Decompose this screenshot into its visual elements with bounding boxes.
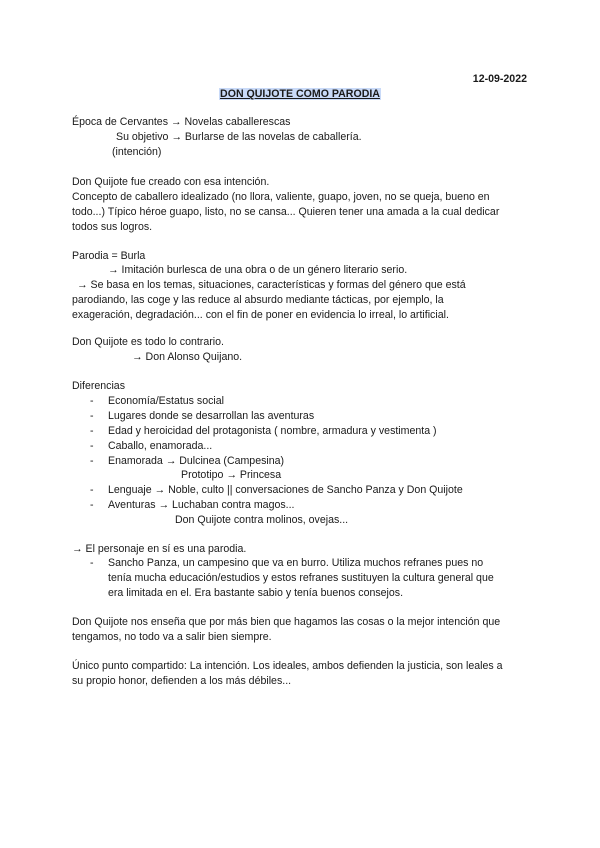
diferencia-item: Economía/Estatus social [108, 395, 224, 407]
ensena-line-2: tengamos, no todo va a salir bien siempre. [72, 631, 272, 643]
imitacion-line: → Imitación burlesca de una obra o de un género literario serio. [108, 264, 408, 276]
se-basa-line-2: parodiando, las coge y las reduce al absurdo mediante tácticas, por ejemplo, la [72, 294, 444, 306]
se-basa-line-3: exageración, degradación... con el fin de poner en evidencia lo irreal, lo artificial. [72, 309, 449, 321]
parodia-heading: Parodia = Burla [72, 250, 146, 262]
bullet-dash: - [90, 557, 94, 569]
diferencia-item: Lenguaje → Noble, culto || conversaciones de Sancho Panza y Don Quijote [108, 484, 463, 496]
sancho-line-1: Sancho Panza, un campesino que va en burro. Utiliza muchos refranes pues no [108, 557, 484, 569]
concepto-line-2: todo...) Típico héroe guapo, listo, no se cansa... Quieren tener una amada a la cual dedicar [72, 206, 500, 218]
bullet-dash: - [90, 425, 94, 437]
document-title [0, 88, 600, 100]
creado-line: Don Quijote fue creado con esa intención. [72, 176, 270, 188]
contrario-line: Don Quijote es todo lo contrario. [72, 336, 224, 348]
alonso-quijano-line: → Don Alonso Quijano. [132, 351, 243, 363]
bullet-dash: - [90, 395, 94, 407]
sancho-line-2: tenía mucha educación/estudios y estos refranes sustituyen la cultura general que [108, 572, 494, 584]
bullet-dash: - [90, 440, 94, 452]
diferencia-item: Aventuras → Luchaban contra magos... [108, 499, 295, 511]
diferencias-heading: Diferencias [72, 380, 125, 392]
diferencia-item: Edad y heroicidad del protagonista ( nombre, armadura y vestimenta ) [108, 425, 437, 437]
diferencia-item: Enamorada → Dulcinea (Campesina) [108, 455, 285, 467]
ensena-line-1: Don Quijote nos enseña que por más bien que hagamos las cosas o la mejor intención que [72, 616, 501, 628]
diferencia-item: Lugares donde se desarrollan las aventuras [108, 410, 315, 422]
diferencia-subitem: Prototipo → Princesa [181, 469, 282, 481]
sancho-line-3: era limitada en el. Era bastante sabio y tenía buenos consejos. [108, 587, 404, 599]
personaje-line: → El personaje en sí es una parodia. [72, 543, 247, 555]
se-basa-line-1: → Se basa en los temas, situaciones, características y formas del género que está [77, 279, 466, 291]
bullet-dash: - [90, 484, 94, 496]
diferencia-item: Caballo, enamorada... [108, 440, 213, 452]
bullet-dash: - [90, 455, 94, 467]
intencion-line: (intención) [112, 146, 162, 158]
concepto-line-1: Concepto de caballero idealizado (no llora, valiente, guapo, joven, no se queja, bueno en [72, 191, 490, 203]
document-title-text: DON QUIJOTE COMO PARODIA [220, 88, 380, 100]
compartido-line-2: su propio honor, defienden a los más débiles... [72, 675, 292, 687]
diferencia-subitem: Don Quijote contra molinos, ovejas... [175, 514, 349, 526]
document-date: 12-09-2022 [472, 73, 527, 85]
bullet-dash: - [90, 410, 94, 422]
concepto-line-3: todos sus logros. [72, 221, 153, 233]
objetivo-line: Su objetivo → Burlarse de las novelas de caballería. [116, 131, 362, 143]
compartido-line-1: Único punto compartido: La intención. Los ideales, ambos defienden la justicia, son leales a [72, 660, 503, 672]
epoca-line: Época de Cervantes → Novelas caballerescas [72, 116, 291, 128]
bullet-dash: - [90, 499, 94, 511]
